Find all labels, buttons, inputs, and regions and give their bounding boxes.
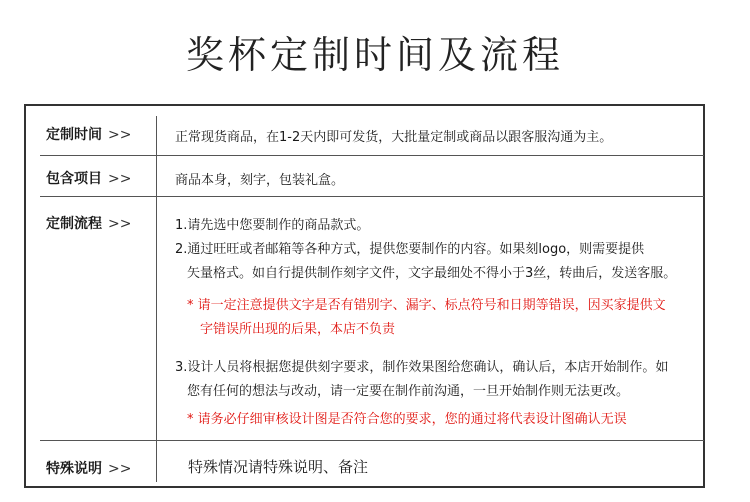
warning-note-1: * 请一定注意提供文字是否有错别字、漏字、标点符号和日期等错误，因买家提供文 [187, 298, 666, 313]
warning-note-1-cont: 字错误所出现的后果，本店不负责 [200, 322, 396, 337]
row-label-included-items [46, 168, 131, 188]
row-label-text: 包含项目 [46, 171, 102, 187]
double-chevron-icon: >> [108, 461, 132, 477]
row-label-custom-time [46, 124, 131, 144]
row-label-text: 定制流程 [46, 216, 102, 232]
row-content-line: 商品本身，刻字，包装礼盒。 [175, 173, 345, 188]
row-content-line: 正常现货商品，在1-2天内即可发货，大批量定制或商品以跟客服沟通为主。 [175, 130, 613, 145]
process-step-1: 1.请先选中您要制作的商品款式。 [175, 218, 370, 233]
row-label-text: 定制时间 [46, 127, 102, 143]
process-step-3: 3.设计人员将根据您提供刻字要求，制作效果图给您确认，确认后，本店开始制作。如 [175, 360, 669, 375]
row-divider [40, 196, 704, 197]
page-title: 奖杯定制时间及流程 [185, 33, 564, 77]
row-divider [40, 440, 704, 441]
row-label-text: 特殊说明 [46, 461, 102, 477]
row-content-line: 特殊情况请特殊说明、备注 [188, 458, 369, 476]
double-chevron-icon: >> [108, 216, 132, 232]
double-chevron-icon: >> [108, 127, 132, 143]
row-label-special-notes [46, 458, 131, 478]
process-step-2: 2.通过旺旺或者邮箱等各种方式，提供您要制作的内容。如果刻logo，则需要提供 [175, 242, 645, 257]
process-step-2-cont: 矢量格式。如自行提供制作刻字文件，文字最细处不得小于3丝，转曲后，发送客服。 [187, 266, 677, 281]
column-divider [156, 116, 157, 482]
process-step-3-cont: 您有任何的想法与改动，请一定要在制作前沟通，一旦开始制作则无法更改。 [187, 384, 630, 399]
row-divider [40, 155, 704, 156]
double-chevron-icon: >> [108, 171, 132, 187]
warning-note-2: * 请务必仔细审核设计图是否符合您的要求，您的通过将代表设计图确认无误 [187, 412, 627, 427]
row-label-custom-process [46, 213, 131, 233]
